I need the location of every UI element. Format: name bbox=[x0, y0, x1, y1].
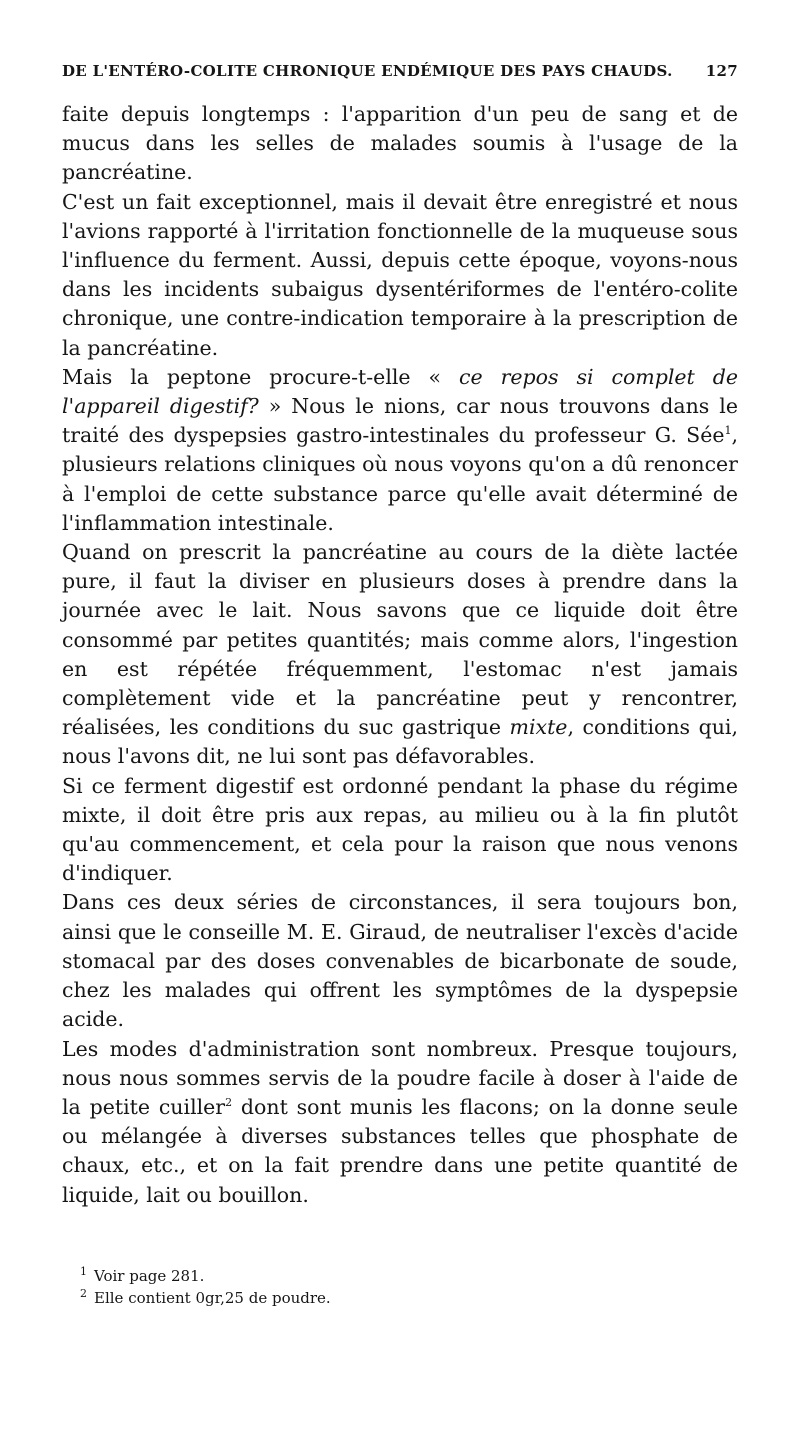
footnote-ref-2: 2 bbox=[225, 1096, 233, 1110]
paragraph-5 bbox=[62, 772, 738, 889]
paragraph-text: Dans ces deux séries de circonstances, il sera toujours bon, ainsi que le conseille M. E. Giraud, de neutraliser l'excès d'acide stomacal par des doses convenables de bicarbonate de soude, chez les malades qui offrent les symptômes de la dyspepsie acide. bbox=[62, 890, 738, 1032]
paragraph-7 bbox=[62, 1035, 738, 1210]
footnotes bbox=[80, 1265, 720, 1309]
paragraph-text: Si ce ferment digestif est ordonné pendant la phase du régime mixte, il doit être pris aux repas, au milieu ou à la fin plutôt qu'au commencement, et cela pour la raison que nous venons d'indiquer. bbox=[62, 773, 738, 886]
running-title: DE L'ENTÉRO-COLITE CHRONIQUE ENDÉMIQUE DES PAYS CHAUDS. bbox=[62, 62, 673, 80]
paragraph-text: , conditions qui, nous l'avons dit, ne lui sont pas défavorables. bbox=[62, 715, 739, 769]
paragraph-1 bbox=[62, 100, 738, 188]
paragraph-4 bbox=[62, 538, 738, 772]
paragraph-6 bbox=[62, 888, 738, 1034]
italic-quote: ce repos si complet de l'appareil digestif? bbox=[62, 364, 738, 419]
paragraph-2 bbox=[62, 188, 738, 363]
footnote-text: Voir page 281. bbox=[94, 1267, 205, 1285]
page-number: 127 bbox=[705, 62, 738, 80]
italic-word: mixte bbox=[509, 715, 568, 740]
body-text bbox=[62, 100, 738, 1210]
paragraph-text: dont sont munis les flacons; on la donne seule ou mélangée à diverses substances telles que phosphate de chaux, etc., et on la fait prendre dans une petite quantité de liquide, lait ou bouillon. bbox=[62, 1094, 738, 1207]
paragraph-text: Les modes d'administration sont nombreux. Presque toujours, nous nous sommes servis de la poudre facile à doser à l'aide de la petite cuiller bbox=[62, 1036, 738, 1119]
footnote-text: Elle contient 0gr,25 de poudre. bbox=[94, 1289, 331, 1307]
paragraph-text: Mais la peptone procure-t-elle « bbox=[62, 364, 460, 389]
footnote-1: 1 Voir page 281. bbox=[80, 1265, 205, 1285]
paragraph-text: C'est un fait exceptionnel, mais il devait être enregistré et nous l'avions rapporté à l'irritation fonctionnelle de la muqueuse sous l'influence du ferment. Aussi, depuis cette époque, voyons-nous dans les incidents subaigus dysentériformes de l'entéro-colite chronique, une contre-indication temporaire à la prescription de la pancréatine. bbox=[62, 189, 738, 360]
paragraph-text: faite depuis longtemps : l'apparition d'un peu de sang et de mucus dans les selles de malades soumis à l'usage de la pancréatine. bbox=[62, 102, 738, 185]
footnote-2: 2 Elle contient 0gr,25 de poudre. bbox=[80, 1287, 331, 1307]
running-header bbox=[62, 62, 738, 80]
paragraph-text: » Nous le nions, car nous trouvons dans le traité des dyspepsies gastro-intestinales du professeur G. Sée bbox=[62, 394, 738, 448]
footnote-ref-1: 1 bbox=[724, 424, 732, 438]
paragraph-text: Quand on prescrit la pancréatine au cours de la diète lactée pure, il faut la diviser en plusieurs doses à prendre dans la journée avec le lait. Nous savons que ce liquide doit être consommé par petites quantités; mais comme alors, l'ingestion en est répétée fréquemment, l'estomac n'est jamais complètement vide et la pancréatine peut y rencontrer, réalisées, les conditions du suc gastrique bbox=[62, 540, 738, 740]
paragraph-text: , plusieurs relations cliniques où nous voyons qu'on a dû renoncer à l'emploi de cette substance parce qu'elle avait déterminé de l'inflammation intestinale. bbox=[62, 423, 738, 535]
paragraph-3 bbox=[62, 363, 738, 538]
